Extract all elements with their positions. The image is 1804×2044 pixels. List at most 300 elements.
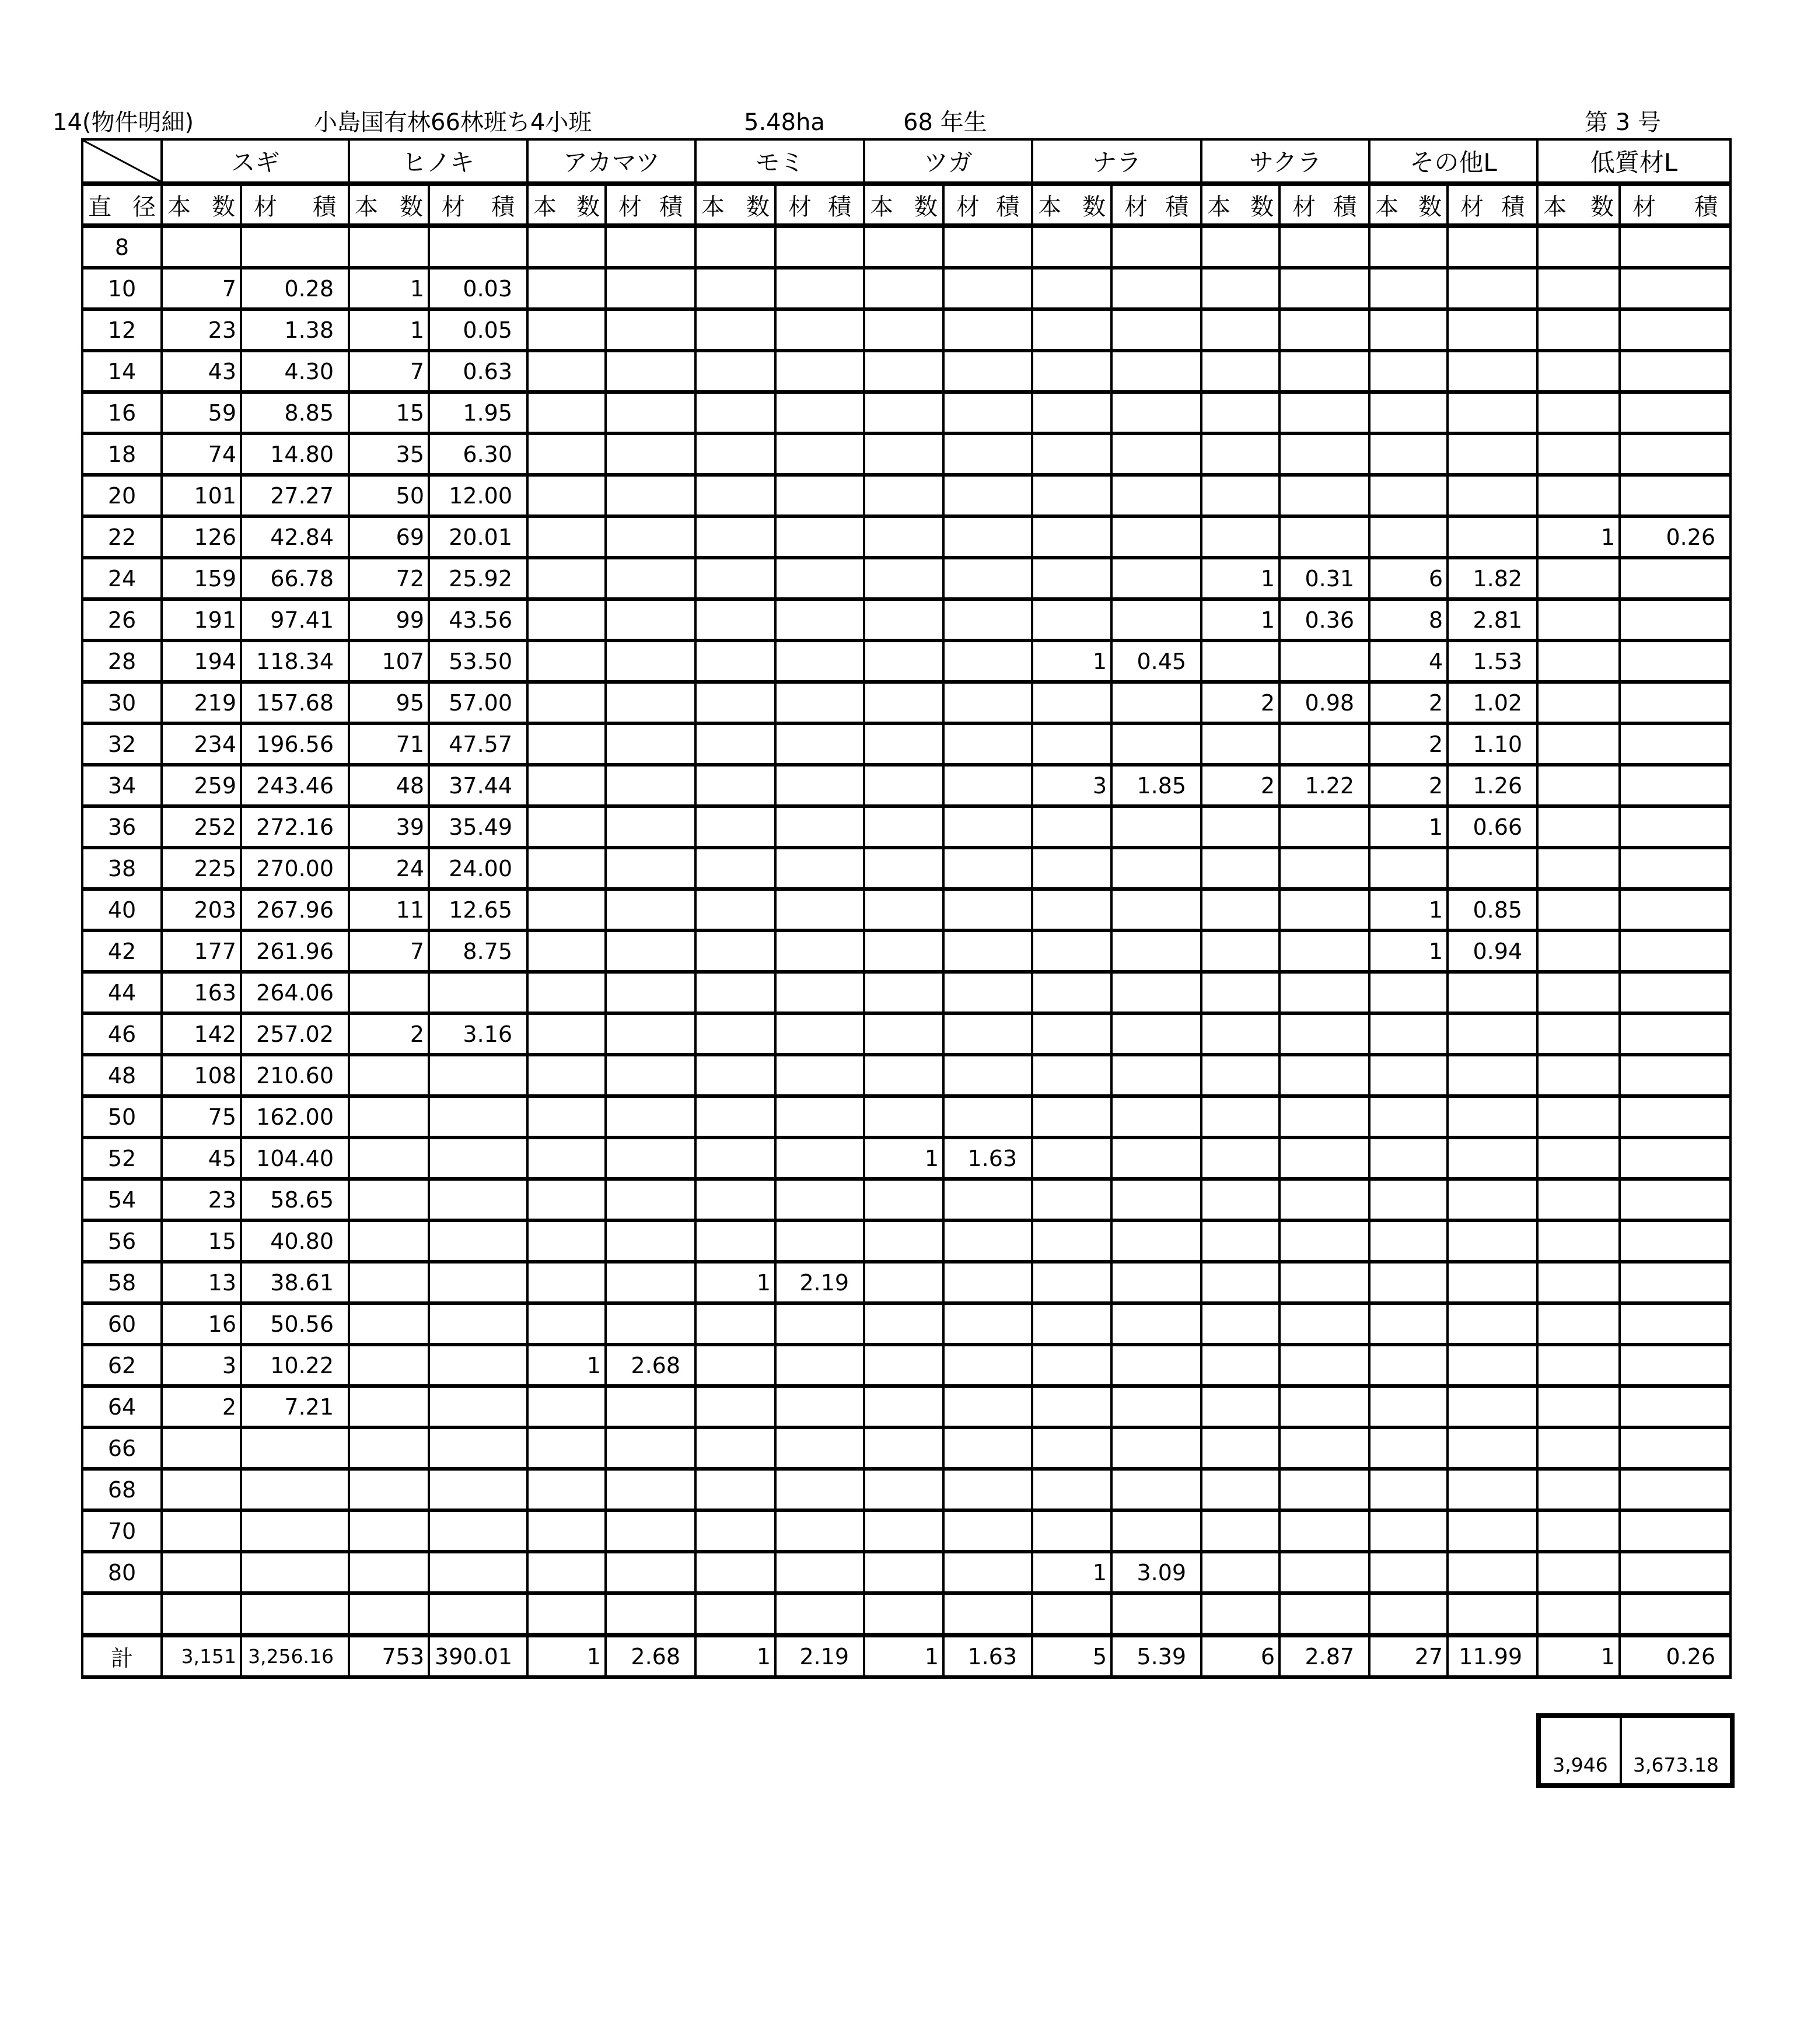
count-cell: 1 [1537,1635,1620,1677]
volume-cell: 2.87 [1279,1635,1369,1677]
volume-cell [1620,475,1730,516]
volume-cell [943,640,1032,682]
volume-header [1279,184,1369,226]
count-cell [349,1345,429,1386]
volume-cell: 1.26 [1448,765,1537,806]
count-cell: 1 [1369,806,1448,848]
count-cell [527,433,606,475]
volume-cell [1111,848,1201,889]
diameter-cell: 30 [82,682,162,723]
volume-cell [606,930,695,972]
volume-cell [775,1510,864,1552]
count-cell: 1 [1032,640,1111,682]
count-cell [1537,558,1620,599]
count-cell [695,889,775,930]
volume-cell [943,1013,1032,1055]
header-char: 本 [701,193,725,220]
count-cell: 225 [162,848,241,889]
count-cell [695,1427,775,1469]
volume-cell [943,765,1032,806]
diameter-cell: 22 [82,516,162,558]
count-cell [1201,1055,1279,1096]
count-cell [695,806,775,848]
volume-cell [775,1096,864,1138]
grand-total-count: 3,946 [1539,1716,1621,1786]
count-cell: 3 [162,1345,241,1386]
volume-cell [943,1593,1032,1635]
count-cell: 1 [695,1262,775,1303]
volume-cell [1620,1427,1730,1469]
count-cell [1201,351,1279,392]
volume-cell [775,640,864,682]
volume-cell [241,1552,349,1593]
count-cell [695,1096,775,1138]
count-cell: 2 [1369,682,1448,723]
volume-cell [429,1096,527,1138]
count-cell [1537,889,1620,930]
volume-cell [1111,1510,1201,1552]
volume-cell [943,1055,1032,1096]
volume-cell [1448,1427,1537,1469]
volume-cell: 97.41 [241,599,349,640]
count-cell: 1 [1537,516,1620,558]
volume-cell [775,268,864,309]
volume-cell [606,1303,695,1345]
count-cell: 252 [162,806,241,848]
count-cell [1369,1096,1448,1138]
diameter-cell: 70 [82,1510,162,1552]
table-row [82,930,1730,972]
volume-cell [775,889,864,930]
count-cell [1537,433,1620,475]
count-cell: 99 [349,599,429,640]
volume-cell [943,806,1032,848]
count-cell: 1 [1201,599,1279,640]
volume-cell [1279,1386,1369,1427]
count-cell [162,1593,241,1635]
count-cell [695,848,775,889]
count-cell: 74 [162,433,241,475]
volume-cell [1620,1220,1730,1262]
header-char: 直 [88,193,111,220]
count-cell [1032,1055,1111,1096]
count-cell [695,351,775,392]
volume-cell [429,1055,527,1096]
count-cell [349,1469,429,1510]
volume-cell [1279,433,1369,475]
volume-header [943,184,1032,226]
diameter-cell: 34 [82,765,162,806]
volume-cell: 0.26 [1620,1635,1730,1677]
volume-cell [1279,226,1369,268]
volume-cell [775,1055,864,1096]
count-cell [1201,1303,1279,1345]
volume-cell [606,640,695,682]
volume-cell: 35.49 [429,806,527,848]
count-cell: 75 [162,1096,241,1138]
volume-cell: 1.02 [1448,682,1537,723]
count-cell [1032,1386,1111,1427]
count-cell [695,723,775,765]
count-cell [1032,930,1111,972]
count-cell [1369,1055,1448,1096]
volume-cell [775,309,864,351]
count-cell [864,1552,943,1593]
species-header: ヒノキ [349,139,527,184]
count-cell: 45 [162,1138,241,1179]
header-char: 積 [1333,193,1357,220]
count-cell: 2 [1369,723,1448,765]
count-cell: 1 [527,1345,606,1386]
volume-cell [1111,1593,1201,1635]
diameter-cell: 46 [82,1013,162,1055]
header-char: 材 [1124,193,1148,220]
count-cell [695,682,775,723]
table-row [82,558,1730,599]
volume-cell [429,226,527,268]
diameter-header [82,184,162,226]
volume-cell: 12.65 [429,889,527,930]
count-cell: 753 [349,1635,429,1677]
count-cell [1201,889,1279,930]
volume-header [429,184,527,226]
count-cell: 259 [162,765,241,806]
count-cell [1537,848,1620,889]
count-cell [527,1013,606,1055]
volume-cell [943,268,1032,309]
count-cell [864,226,943,268]
volume-cell: 0.94 [1448,930,1537,972]
volume-cell [775,516,864,558]
volume-cell [1620,1179,1730,1220]
volume-cell [1448,1262,1537,1303]
volume-cell [606,558,695,599]
volume-cell [1448,268,1537,309]
count-cell [1201,1138,1279,1179]
count-cell: 7 [349,930,429,972]
volume-cell [1620,889,1730,930]
diameter-cell: 28 [82,640,162,682]
count-header [1032,184,1111,226]
count-cell [1201,1096,1279,1138]
count-cell [1369,1345,1448,1386]
count-header [1201,184,1279,226]
species-header: ナラ [1032,139,1201,184]
volume-cell [943,1179,1032,1220]
volume-cell [943,1303,1032,1345]
count-header [1369,184,1448,226]
volume-cell: 1.82 [1448,558,1537,599]
count-cell [695,1510,775,1552]
volume-cell [1448,1593,1537,1635]
volume-cell [1620,1593,1730,1635]
count-cell [695,1552,775,1593]
count-cell [864,1593,943,1635]
diameter-cell: 68 [82,1469,162,1510]
count-cell [527,889,606,930]
count-cell [527,1427,606,1469]
count-cell: 3,151 [162,1635,241,1677]
diameter-cell: 50 [82,1096,162,1138]
table-row [82,1096,1730,1138]
count-cell [349,226,429,268]
volume-cell [429,1138,527,1179]
volume-cell [1111,930,1201,972]
table-row [82,1386,1730,1427]
grand-total-box [1536,1713,1735,1788]
diagonal-line-icon [83,141,160,181]
volume-cell [1279,806,1369,848]
volume-cell [943,682,1032,723]
count-cell [1369,1262,1448,1303]
count-cell [527,1138,606,1179]
volume-cell [943,351,1032,392]
volume-cell [1620,1386,1730,1427]
volume-cell [1279,1013,1369,1055]
volume-cell [943,1427,1032,1469]
volume-cell [1111,1055,1201,1096]
count-cell [864,433,943,475]
volume-header [1111,184,1201,226]
volume-cell [1448,1469,1537,1510]
header-char: 本 [533,193,557,220]
table-row [82,1469,1730,1510]
count-cell: 15 [162,1220,241,1262]
count-cell [1537,930,1620,972]
volume-cell [1111,1427,1201,1469]
volume-cell [606,1593,695,1635]
table-row [82,433,1730,475]
table-row [82,351,1730,392]
volume-cell [1111,516,1201,558]
volume-cell [1620,972,1730,1013]
table-row [82,640,1730,682]
count-cell [527,1262,606,1303]
count-cell [1537,765,1620,806]
count-cell: 1 [527,1635,606,1677]
count-cell [1369,309,1448,351]
count-cell [527,1593,606,1635]
volume-cell: 257.02 [241,1013,349,1055]
count-cell [1032,1510,1111,1552]
count-cell [1201,475,1279,516]
volume-cell [429,1386,527,1427]
diameter-cell: 42 [82,930,162,972]
volume-cell: 53.50 [429,640,527,682]
volume-cell: 37.44 [429,765,527,806]
table-row [82,1303,1730,1345]
volume-cell [606,1220,695,1262]
volume-cell [1111,392,1201,433]
count-cell [1369,1138,1448,1179]
count-cell: 234 [162,723,241,765]
header-char: 材 [254,193,277,220]
count-cell [527,640,606,682]
volume-cell [1111,599,1201,640]
volume-cell [1111,682,1201,723]
count-cell [1369,848,1448,889]
volume-cell [429,1469,527,1510]
volume-cell: 272.16 [241,806,349,848]
volume-cell [1448,1552,1537,1593]
volume-cell [241,226,349,268]
count-cell [864,1013,943,1055]
count-cell [1537,309,1620,351]
count-cell [349,1179,429,1220]
volume-cell: 7.21 [241,1386,349,1427]
table-row [82,765,1730,806]
count-cell [1032,1220,1111,1262]
volume-cell [1111,1303,1201,1345]
volume-cell [1448,1013,1537,1055]
table-row [82,848,1730,889]
volume-cell: 38.61 [241,1262,349,1303]
volume-cell [1620,1303,1730,1345]
volume-cell: 196.56 [241,723,349,765]
diameter-cell: 58 [82,1262,162,1303]
count-cell [1201,433,1279,475]
volume-cell [606,848,695,889]
volume-cell [1448,475,1537,516]
count-header [162,184,241,226]
count-cell [864,1427,943,1469]
count-cell [695,1303,775,1345]
volume-cell [1620,1055,1730,1096]
volume-cell [1448,848,1537,889]
table-row [82,1262,1730,1303]
count-cell [1201,1510,1279,1552]
count-cell: 43 [162,351,241,392]
volume-cell [1279,1179,1369,1220]
count-cell: 7 [349,351,429,392]
volume-cell: 42.84 [241,516,349,558]
volume-cell [1448,1055,1537,1096]
count-cell [864,309,943,351]
count-cell [1537,599,1620,640]
count-cell [349,1096,429,1138]
volume-cell: 58.65 [241,1179,349,1220]
volume-cell [606,1386,695,1427]
count-cell [1032,392,1111,433]
volume-cell [1620,599,1730,640]
diameter-cell: 66 [82,1427,162,1469]
species-header: ツガ [864,139,1032,184]
count-cell [864,1510,943,1552]
volume-cell: 27.27 [241,475,349,516]
count-cell [1369,351,1448,392]
volume-cell [606,226,695,268]
location-label: 小島国有林66林班ち4小班 [314,109,592,136]
count-cell [1369,1179,1448,1220]
count-cell [864,1469,943,1510]
table-row [82,1552,1730,1593]
header-char: 数 [1250,193,1274,220]
volume-cell [943,1345,1032,1386]
volume-cell [775,765,864,806]
volume-cell [1279,848,1369,889]
count-cell: 15 [349,392,429,433]
count-cell [695,1138,775,1179]
volume-cell [606,268,695,309]
volume-cell [1111,806,1201,848]
header-char: 本 [167,193,191,220]
volume-cell [1279,1220,1369,1262]
count-cell: 107 [349,640,429,682]
diameter-cell: 24 [82,558,162,599]
volume-cell [1279,640,1369,682]
header-char: 数 [1418,193,1442,220]
count-cell [527,723,606,765]
count-cell [1369,1013,1448,1055]
count-cell: 163 [162,972,241,1013]
diameter-cell: 8 [82,226,162,268]
volume-cell [1448,1179,1537,1220]
volume-cell: 1.63 [943,1635,1032,1677]
header-char: 積 [491,193,515,220]
volume-cell [1448,972,1537,1013]
volume-cell [606,1469,695,1510]
count-cell [1537,1055,1620,1096]
volume-cell [1111,1345,1201,1386]
volume-cell: 47.57 [429,723,527,765]
volume-cell [775,226,864,268]
volume-cell [1448,1510,1537,1552]
volume-cell [1279,889,1369,930]
volume-cell [429,1427,527,1469]
volume-cell [1620,1138,1730,1179]
volume-cell [1279,972,1369,1013]
grand-total-volume: 3,673.18 [1621,1716,1732,1786]
volume-cell [606,806,695,848]
volume-cell [606,1510,695,1552]
total-row [82,1635,1730,1677]
volume-cell [606,392,695,433]
count-cell [349,1220,429,1262]
count-cell [1369,1552,1448,1593]
volume-cell [429,1179,527,1220]
volume-header [1448,184,1537,226]
count-cell [1032,1345,1111,1386]
volume-cell [1620,806,1730,848]
volume-cell [1111,889,1201,930]
count-cell: 6 [1369,558,1448,599]
volume-cell [1620,226,1730,268]
volume-header [241,184,349,226]
volume-cell [775,682,864,723]
sheet-number: 第 3 号 [1585,109,1661,136]
diameter-cell: 80 [82,1552,162,1593]
age-label: 68 年生 [903,109,987,136]
header-char: 積 [1694,193,1718,220]
count-cell [527,475,606,516]
volume-cell [1620,558,1730,599]
volume-cell: 1.22 [1279,765,1369,806]
volume-cell [775,1593,864,1635]
volume-cell [429,1345,527,1386]
count-cell: 11 [349,889,429,930]
volume-cell [943,848,1032,889]
count-cell: 1 [864,1635,943,1677]
volume-cell [1448,1220,1537,1262]
species-header-row [82,139,1730,184]
volume-cell: 157.68 [241,682,349,723]
volume-cell: 12.00 [429,475,527,516]
volume-cell: 40.80 [241,1220,349,1262]
volume-cell: 0.98 [1279,682,1369,723]
table-row [82,309,1730,351]
header-char: 材 [442,193,466,220]
count-header [527,184,606,226]
